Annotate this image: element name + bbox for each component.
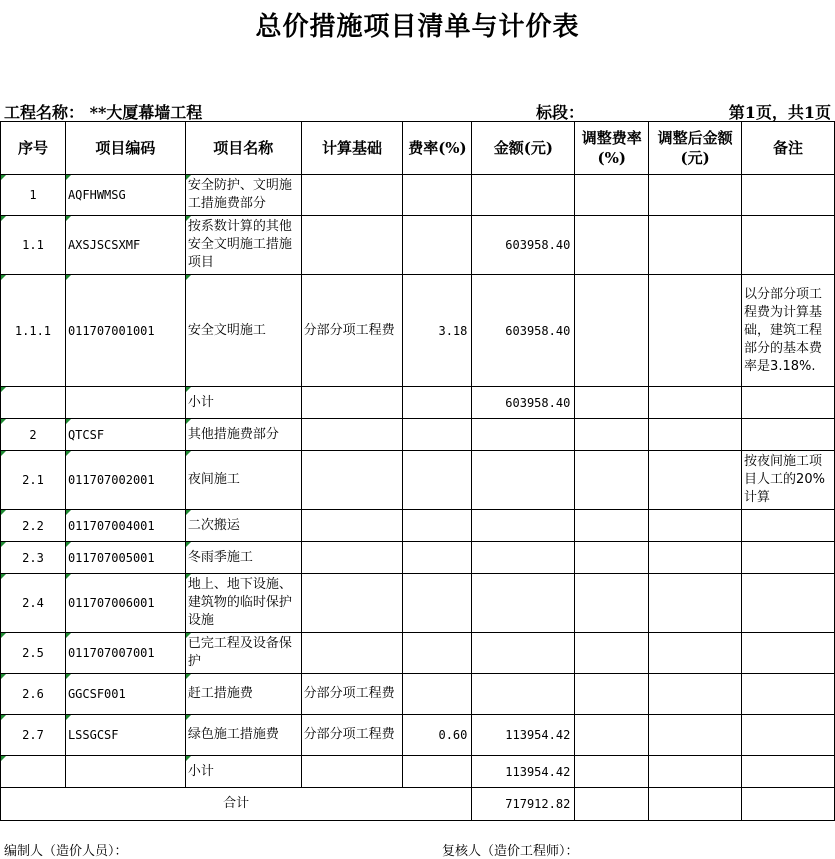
- cell-amount: [472, 633, 575, 674]
- table-row: [1, 275, 835, 387]
- cell-amount: [472, 574, 575, 633]
- cell-note-flag-icon: [66, 633, 71, 638]
- cell-code: LSSGCSF: [65, 715, 185, 756]
- header-code: 项目编码: [65, 122, 185, 175]
- cell-adj-amount: [649, 674, 742, 715]
- cell-adj-amount: [649, 275, 742, 387]
- table-row: [1, 216, 835, 275]
- cell-remark: [742, 674, 835, 715]
- cell-note-flag-icon: [186, 216, 191, 221]
- cell-code: 011707004001: [65, 510, 185, 542]
- cell-basis: 分部分项工程费: [301, 275, 403, 387]
- section-label: 标段：: [536, 103, 585, 122]
- cell-basis: [301, 633, 403, 674]
- table-header-row: [1, 122, 835, 175]
- cell-seq: [1, 387, 66, 419]
- cell-adj-rate: [575, 175, 649, 216]
- cell-note-flag-icon: [186, 275, 191, 280]
- header-rate: 费率(%): [403, 122, 472, 175]
- cell-code: AQFHWMSG: [65, 175, 185, 216]
- cell-code: AXSJSCSXMF: [65, 216, 185, 275]
- footer-preparer: 编制人（造价人员）：: [4, 844, 128, 859]
- cell-note-flag-icon: [1, 715, 6, 720]
- cell-amount: 603958.40: [472, 275, 575, 387]
- cell-basis: [301, 216, 403, 275]
- cell-name: 小计: [185, 387, 301, 419]
- cell-note-flag-icon: [1, 756, 6, 761]
- cell-adj-amount: [649, 175, 742, 216]
- cell-rate: 3.18: [403, 275, 472, 387]
- cell-amount: 603958.40: [472, 216, 575, 275]
- cell-seq: 2.2: [1, 510, 66, 542]
- header-adj-rate: 调整费率(%): [575, 122, 649, 175]
- cell-adj-rate: [575, 574, 649, 633]
- table-row: [1, 633, 835, 674]
- cell-adj-amount: [649, 756, 742, 788]
- table-row: [1, 451, 835, 510]
- cell-code: 011707007001: [65, 633, 185, 674]
- cell-remark: [742, 387, 835, 419]
- cell-amount: 113954.42: [472, 756, 575, 788]
- measures-table: [0, 121, 835, 821]
- cell-note-flag-icon: [1, 175, 6, 180]
- table-row: [1, 715, 835, 756]
- cell-name: 绿色施工措施费: [185, 715, 301, 756]
- cell-rate: [403, 419, 472, 451]
- cell-basis: [301, 387, 403, 419]
- header-basis: 计算基础: [301, 122, 403, 175]
- page-title: 总价措施项目清单与计价表: [255, 12, 580, 42]
- cell-amount: 113954.42: [472, 715, 575, 756]
- cell-remark: [742, 175, 835, 216]
- cell-name: 赶工措施费: [185, 674, 301, 715]
- cell-name: 小计: [185, 756, 301, 788]
- cell-adj-amount: [649, 542, 742, 574]
- cell-adj-amount: [649, 633, 742, 674]
- cell-note-flag-icon: [66, 542, 71, 547]
- table-row: [1, 387, 835, 419]
- cell-seq: 2.5: [1, 633, 66, 674]
- cell-basis: 分部分项工程费: [301, 674, 403, 715]
- cell-note-flag-icon: [186, 510, 191, 515]
- cell-rate: [403, 574, 472, 633]
- cell-remark: 以分部分项工程费为计算基础，建筑工程部分的基本费率是3.18%.: [742, 275, 835, 387]
- cell-note-flag-icon: [186, 175, 191, 180]
- cell-remark: [742, 542, 835, 574]
- cell-amount: [472, 674, 575, 715]
- cell-remark: [742, 633, 835, 674]
- cell-adj-amount: [649, 715, 742, 756]
- cell-name: 按系数计算的其他安全文明施工措施项目: [185, 216, 301, 275]
- cell-seq: 2.3: [1, 542, 66, 574]
- page-indicator: 第1页，共1页: [728, 103, 831, 122]
- cell-rate: [403, 216, 472, 275]
- cell-rate: [403, 542, 472, 574]
- cell-remark: [742, 715, 835, 756]
- cell-note-flag-icon: [66, 674, 71, 679]
- cell-note-flag-icon: [186, 574, 191, 579]
- cell-amount: [472, 175, 575, 216]
- cell-name: 已完工程及设备保护: [185, 633, 301, 674]
- cell-seq: 2: [1, 419, 66, 451]
- cell-note-flag-icon: [186, 542, 191, 547]
- cell-basis: [301, 574, 403, 633]
- cell-seq: 1.1.1: [1, 275, 66, 387]
- cell-adj-rate: [575, 674, 649, 715]
- cell-note-flag-icon: [66, 451, 71, 456]
- footer-reviewer: 复核人（造价工程师）：: [442, 844, 579, 859]
- cell-note-flag-icon: [1, 419, 6, 424]
- cell-amount: [472, 542, 575, 574]
- table-row: [1, 542, 835, 574]
- cell-adj-amount: [649, 510, 742, 542]
- table-row: [1, 756, 835, 788]
- cell-note-flag-icon: [1, 510, 6, 515]
- cell-seq: 1.1: [1, 216, 66, 275]
- cell-seq: 2.4: [1, 574, 66, 633]
- cell-note-flag-icon: [66, 419, 71, 424]
- cell-note-flag-icon: [1, 451, 6, 456]
- cell-rate: [403, 387, 472, 419]
- cell-adj-amount: [649, 387, 742, 419]
- cell-adj-rate: [575, 542, 649, 574]
- cell-seq: 2.1: [1, 451, 66, 510]
- total-remark: [742, 788, 835, 821]
- cell-note-flag-icon: [1, 387, 6, 392]
- cell-code: 011707005001: [65, 542, 185, 574]
- total-adj-rate: [575, 788, 649, 821]
- cell-name: 二次搬运: [185, 510, 301, 542]
- cell-adj-amount: [649, 216, 742, 275]
- table-row: [1, 419, 835, 451]
- cell-adj-rate: [575, 715, 649, 756]
- cell-note-flag-icon: [186, 633, 191, 638]
- cell-note-flag-icon: [186, 715, 191, 720]
- cell-rate: [403, 674, 472, 715]
- cell-note-flag-icon: [186, 387, 191, 392]
- total-amount: 717912.82: [472, 788, 575, 821]
- cell-note-flag-icon: [1, 275, 6, 280]
- cell-amount: [472, 419, 575, 451]
- cell-name: 冬雨季施工: [185, 542, 301, 574]
- cell-code: 011707001001: [65, 275, 185, 387]
- cell-note-flag-icon: [186, 419, 191, 424]
- cell-code: QTCSF: [65, 419, 185, 451]
- header-amount: 金额(元): [472, 122, 575, 175]
- table-row: [1, 574, 835, 633]
- cell-adj-rate: [575, 633, 649, 674]
- cell-amount: [472, 510, 575, 542]
- cell-name: 夜间施工: [185, 451, 301, 510]
- header-name: 项目名称: [185, 122, 301, 175]
- cell-note-flag-icon: [1, 574, 6, 579]
- cell-amount: [472, 451, 575, 510]
- cell-adj-amount: [649, 451, 742, 510]
- cell-adj-amount: [649, 419, 742, 451]
- cell-rate: [403, 175, 472, 216]
- cell-note-flag-icon: [186, 674, 191, 679]
- cell-remark: [742, 574, 835, 633]
- cell-note-flag-icon: [66, 175, 71, 180]
- cell-adj-amount: [649, 574, 742, 633]
- cell-adj-rate: [575, 451, 649, 510]
- total-adj-amount: [649, 788, 742, 821]
- cell-code: [65, 387, 185, 419]
- cell-remark: [742, 419, 835, 451]
- cell-note-flag-icon: [66, 510, 71, 515]
- cell-remark: [742, 510, 835, 542]
- cell-note-flag-icon: [1, 674, 6, 679]
- cell-note-flag-icon: [66, 216, 71, 221]
- cell-basis: [301, 756, 403, 788]
- cell-seq: 2.6: [1, 674, 66, 715]
- table-row: [1, 510, 835, 542]
- cell-rate: [403, 451, 472, 510]
- cell-name: 其他措施费部分: [185, 419, 301, 451]
- cell-adj-rate: [575, 510, 649, 542]
- cell-basis: 分部分项工程费: [301, 715, 403, 756]
- cell-note-flag-icon: [1, 633, 6, 638]
- table-row: [1, 175, 835, 216]
- cell-code: 011707002001: [65, 451, 185, 510]
- cell-rate: [403, 633, 472, 674]
- cell-note-flag-icon: [186, 451, 191, 456]
- cell-adj-rate: [575, 275, 649, 387]
- cell-basis: [301, 510, 403, 542]
- cell-note-flag-icon: [1, 542, 6, 547]
- cell-code: [65, 756, 185, 788]
- cell-basis: [301, 451, 403, 510]
- cell-name: 安全文明施工: [185, 275, 301, 387]
- project-name: 工程名称： **大厦幕墙工程: [4, 103, 203, 122]
- header-remark: 备注: [742, 122, 835, 175]
- cell-name: 地上、地下设施、建筑物的临时保护设施: [185, 574, 301, 633]
- cell-remark: [742, 756, 835, 788]
- cell-adj-rate: [575, 387, 649, 419]
- cell-code: GGCSF001: [65, 674, 185, 715]
- cell-note-flag-icon: [66, 715, 71, 720]
- cell-rate: 0.60: [403, 715, 472, 756]
- table-row: [1, 674, 835, 715]
- header-seq: 序号: [1, 122, 66, 175]
- cell-note-flag-icon: [186, 756, 191, 761]
- cell-remark: 按夜间施工项目人工的20%计算: [742, 451, 835, 510]
- cell-basis: [301, 175, 403, 216]
- cell-note-flag-icon: [66, 574, 71, 579]
- cell-seq: 1: [1, 175, 66, 216]
- total-label: 合计: [1, 788, 472, 821]
- cell-adj-rate: [575, 419, 649, 451]
- cell-adj-rate: [575, 756, 649, 788]
- cell-code: 011707006001: [65, 574, 185, 633]
- cell-rate: [403, 756, 472, 788]
- cell-basis: [301, 419, 403, 451]
- cell-basis: [301, 542, 403, 574]
- cell-rate: [403, 510, 472, 542]
- cell-adj-rate: [575, 216, 649, 275]
- total-row: [1, 788, 835, 821]
- cell-note-flag-icon: [66, 275, 71, 280]
- header-adj-amount: 调整后金额(元): [649, 122, 742, 175]
- cell-seq: 2.7: [1, 715, 66, 756]
- cell-seq: [1, 756, 66, 788]
- cell-remark: [742, 216, 835, 275]
- cell-name: 安全防护、文明施工措施费部分: [185, 175, 301, 216]
- cell-note-flag-icon: [1, 216, 6, 221]
- cell-amount: 603958.40: [472, 387, 575, 419]
